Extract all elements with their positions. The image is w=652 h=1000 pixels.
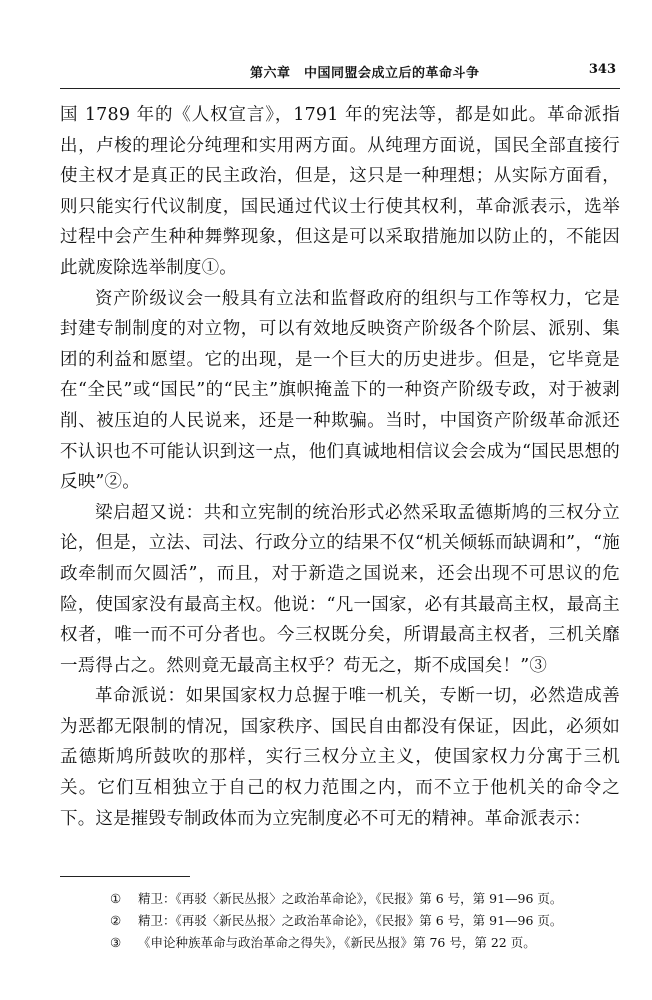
page-header — [60, 60, 620, 84]
footnote-rule — [60, 876, 190, 877]
paragraph-2: 资产阶级议会一般具有立法和监督政府的组织与工作等权力，它是封建专制制度的对立物，可以有效地反映资产阶级各个阶层、派别、集团的利益和愿望。它的出现，是一个巨大的历史进步。但是，它毕竟是在“全民”或“国民”的“民主”旗帜掩盖下的一种资产阶级专政，对于被剥削、被压迫的人民说来，还是一种欺骗。当时，中国资产阶级革命派还不认识也不可能认识到这一点，他们真诚地相信议会会成为“国民思想的反映”②。 — [60, 288, 620, 493]
footnote-text: 精卫：《再驳〈新民丛报〉之政治革命论》，《民报》第 6 号，第 91—96 页。 — [138, 891, 563, 906]
footnote-mark: ① — [110, 891, 122, 906]
body-text — [60, 100, 620, 834]
footnotes — [110, 888, 620, 954]
paragraph-4: 革命派说：如果国家权力总握于唯一机关，专断一切，必然造成善为恶都无限制的情况，国家秩序、国民自由都没有保证，因此，必须如孟德斯鸠所鼓吹的那样，实行三权分立主义，使国家权力分寓于三机关。它们互相独立于自己的权力范围之内，而不立于他机关的命令之下。这是摧毁专制政体而为立宪制度必不可无的精神。革命派表示： — [60, 686, 620, 829]
footnote-mark: ② — [110, 913, 122, 928]
footnote-text: 《申论种族革命与政治革命之得失》，《新民丛报》第 76 号，第 22 页。 — [138, 935, 536, 950]
running-head: 第六章 中国同盟会成立后的革命斗争 — [250, 66, 480, 81]
page-number: 343 — [588, 62, 616, 77]
paragraph-1: 国 1789 年的《人权宣言》，1791 年的宪法等，都是如此。革命派指出，卢梭的理论分纯理和实用两方面。从纯理方面说，国民全部直接行使主权才是真正的民主政治，但是，这只是一种理想；从实际方面看，则只能实行代议制度，国民通过代议士行使其权利，革命派表示，选举过程中会产生种种舞弊现象，但这是可以采取措施加以防止的，不能因此就废除选举制度①。 — [60, 105, 620, 278]
footnote-3 — [110, 932, 620, 954]
footnote-1 — [110, 888, 620, 910]
header-rule — [60, 88, 620, 89]
footnote-mark: ③ — [110, 935, 122, 950]
footnote-text: 精卫：《再驳〈新民丛报〉之政治革命论》，《民报》第 6 号，第 91—96 页。 — [138, 913, 563, 928]
footnote-2 — [110, 910, 620, 932]
paragraph-3: 梁启超又说：共和立宪制的统治形式必然采取孟德斯鸠的三权分立论，但是，立法、司法、行政分立的结果不仅“机关倾轹而缺调和”，“施政牵制而欠圆活”，而且，对于新造之国说来，还会出现不可思议的危险，使国家没有最高主权。他说：“凡一国家，必有其最高主权，最高主权者，唯一而不可分者也。今三权既分矣，所谓最高主权者，三机关靡一焉得占之。然则竟无最高主权乎？苟无之，斯不成国矣！”③ — [60, 502, 620, 676]
